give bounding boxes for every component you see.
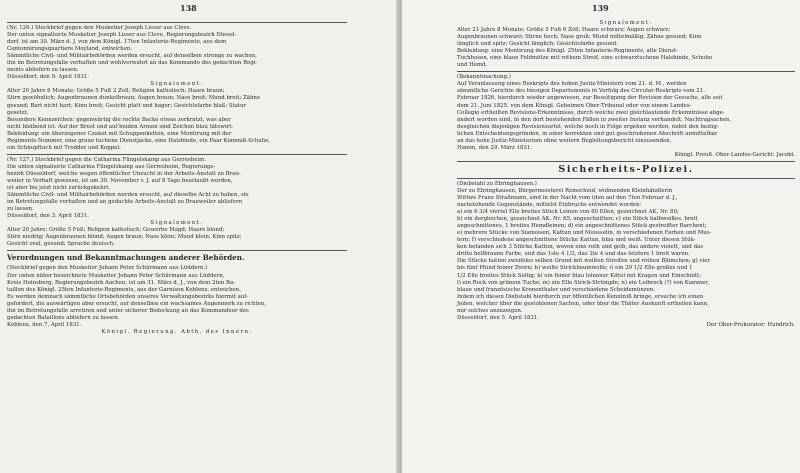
text-line: bezirk Düsseldorf, welche wegen öffentlicher Unzucht in der Arbeits-Anstalt zu Brau- xyxy=(7,170,241,177)
text-line: Die unten signalisirte Catharina Flingelskamp aus Gerresheim, Regierungs- xyxy=(7,163,215,170)
section-heading: Sicherheits-Polizei. xyxy=(558,163,694,175)
text-line: Der unten näher bezeichnete Musketier Johann Peter Schürmann aus Lüddern, xyxy=(7,272,225,279)
text-line: Tuchhosen, eine blaue Feldmütze mit rothem Streif, eine schwarztuchene Halsbinde, Schuhe xyxy=(457,55,713,62)
text-line: Wittwe Franz Straßmann, sind in der Nacht vom (den auf den 7ten Februar d. J., xyxy=(457,194,678,201)
signature-line: Der Ober-Prokurator: Hundrich. xyxy=(706,321,795,328)
text-line: gedachten Bataillons abliefern zu lassen. xyxy=(7,314,120,321)
divider xyxy=(457,161,795,162)
text-line: (Nr. 126.) Steckbrief gegen den Musketier Joseph Lisser aus Cleve. xyxy=(7,25,192,31)
text-line: mir solches anzuzeigen. xyxy=(457,307,523,314)
text-line: Alter 20 Jahre; Größe 5 Fuß; Religion katholisch; Gewerbe Magd; Haare blond; xyxy=(7,227,225,234)
text-line: (Steckbrief gegen den Musketier Johann Peter Schürmann aus Lüddern.) xyxy=(7,265,208,272)
text-line: zu lassen. xyxy=(7,206,34,213)
text-line: Augenbraunen schwarz; Stirne hoch; Nase groß; Mund mittelmäßig; Zähne gesund; Kinn xyxy=(457,34,702,41)
text-line: Cantonnirungsquartiere Moyland, entwichen. xyxy=(7,46,133,53)
text-line: Regiments-Nummer, eine graue tuchene Dienstjacke, eine Halsbinde, ein Paar Kommiß-Schuhe, xyxy=(7,137,271,144)
text-line: l) ein Rock von grünem Tuche; m) ein Elle Strick-Strümpfe; n) ein Leibrock (?) von Kammer, xyxy=(457,279,710,286)
text-line: sämmtliche Gerichte des hiesigen Departements in Verfolg des Circular-Reskripts vom 21. xyxy=(457,88,705,95)
text-line: desgleichen diejenigen Revisionsurtel, welche noch in Folge ergehen werden, nebst den bezüg- xyxy=(457,123,719,130)
text-line: Kreis Heinsberg, Regierungsbezirk Aachen, ist am 31. März d. J., von dem 2ten Ba- xyxy=(7,279,235,286)
text-line: angeschnittenes, 1 breites Hemdleinen; d) ein angeschnittenes Stück gestreifter Barchent; xyxy=(457,223,707,230)
text-line: Die Stücke hatten zweifelos selben Grund mit weißen Streifen und rothen Blümchen; g) vier xyxy=(457,258,711,265)
text-line: ments abliefern zu lassen. xyxy=(7,67,79,74)
text-line: Collegio ertheilten Revisions-Erkenntnisse, durch welche zwei gleichlautende Erkenntnisse abge- xyxy=(457,109,725,116)
text-line: Düsseldorf, den 3. April 1831. xyxy=(7,213,89,220)
text-line: Stirn niedrig; Augenbraunen blond; Augen braun; Nase klein; Mund klein; Kinn spitz; xyxy=(7,234,242,241)
text-line: gesetzt. xyxy=(7,109,29,116)
notice-bekanntmachung xyxy=(457,74,795,152)
text-line: ein Schnupftuch mit Trodder und Koppel. xyxy=(7,144,121,151)
signalement-heading: Signalement. xyxy=(150,81,204,88)
text-line: Der zu Ebringhausen, Bürgermeisterei Remscheid, wohnenden Kleinhändlerin xyxy=(457,187,673,194)
text-line: (Bekanntmachung.) xyxy=(457,74,511,81)
divider xyxy=(7,22,347,23)
text-line: e) mehrere Stücke von Siamoisen, Kattun und Mousselin, in verschiedenen Farben und Mus- xyxy=(457,230,712,237)
signature-line: Königl. Regierung. Abth. des Innern. xyxy=(101,328,253,335)
text-line: länglich und spitz; Gesicht länglich; Gesichtsfarbe gesund. xyxy=(457,41,618,48)
text-line: Februar 1826, hierdurch wieder angewiesen, zur Beseitigung der Revision der Gesuche, alle seit xyxy=(457,95,723,102)
text-line: Bekleidung: eine Montirung des Königl. 25ten Infanterie-Regiments, alte Dienst- xyxy=(457,48,678,55)
text-line: und Hemd. xyxy=(457,62,488,69)
page-number: 139 xyxy=(592,3,609,13)
signalement-schuermann xyxy=(457,27,795,69)
divider xyxy=(7,154,347,155)
text-line: im Betretungsfalle verhaften und an gedachte Arbeits-Anstalt zu Brauweiler abliefern xyxy=(7,199,243,206)
text-line: dem 21. Juni 1825. von dem Königl. Geheimen Ober-Tribunal oder von einem Landes- xyxy=(457,102,692,109)
notice-126 xyxy=(7,25,347,81)
signalement-126 xyxy=(7,88,347,151)
divider xyxy=(457,178,795,179)
text-line: ist aber bis jetzt nicht zurückgekehrt. xyxy=(7,185,111,192)
notice-diebstahl xyxy=(457,181,795,322)
divider xyxy=(457,71,795,72)
signalement-heading: Signalement. xyxy=(599,20,653,26)
text-line: b) ein dergleichen, gezeichnet AK. Nr. 65, angeschnitten; c) ein Stück halbweißes, breit xyxy=(457,216,698,223)
text-line: Besondere Kennzeichen: gegenwärtig die rechte Backe etwas zerkratzt, was aber xyxy=(7,116,231,123)
text-line: 1/2 Elle breites Stück Seltig; k) ein feiner blau leinener Kittel mit Kragen und Einschnitt; xyxy=(457,272,702,279)
section-heading: Verordnungen und Bekanntmachungen anderer Behörden. xyxy=(7,253,245,263)
text-line: nachstehende Gegenstände, mittelst Einbruchs entwendet worden: xyxy=(457,202,642,209)
text-line: Koblenz, den 7. April 1831. xyxy=(7,321,82,328)
text-line: ändert worden sind, in den dort bestehenden Fällen in zweiter Instanz verhandelt, Nachtragsachen, xyxy=(457,116,732,123)
text-line: ken befanden sich 3 Stücke Kattun, wovon eins roth und gelb, das andere violett, und das xyxy=(457,244,703,251)
text-line: Gesicht oval, gesund; Sprache deutsch. xyxy=(7,241,115,248)
left-page xyxy=(0,0,398,473)
divider xyxy=(7,250,347,251)
text-line: dritte hellbraune Farbe, und das 1ste 4 1/2, das 2te 4 und das letztere 1 breit waren. xyxy=(457,251,690,258)
text-line: dorf, ist am 30. März d. J. von dem Königl. 17ten Infanterie-Regimente, aus dem xyxy=(7,39,227,46)
text-line: (Diebstahl zu Ebringhausen.) xyxy=(457,180,537,187)
text-line: tern; f) verschiedene angeschnittene Stücke Kattun, blau und weiß. Unter diesen Stük- xyxy=(457,237,696,244)
text-line: ihn im Betretungsfalle verhaften und wohlverwahrt an das Kommando des gedachten Regi- xyxy=(7,60,258,67)
right-page xyxy=(402,0,800,473)
text-line: Sämmtliche Civil- und Militairbehörden werden ersucht, auf dieselbe Acht zu haben, sie xyxy=(7,192,249,199)
text-line: taillon des Königl. 25ten Infanterie-Regiments, aus der Garnison Koblenz, entwichen. xyxy=(7,286,241,293)
text-line: an das hohe Justiz-Ministerium ohne weitern Begleitungsbericht einzusenden. xyxy=(457,137,672,144)
text-line: Bekleidung: ein überzogener Czakot mit Schuppenketten, eine Montirung mit der xyxy=(7,130,232,137)
signalement-heading: Signalement. xyxy=(150,220,204,227)
text-line: Stirn gewöhnlich; Augenbraunen dunkelbraun; Augen braun; Nase breit; Mund breit; Zähne xyxy=(7,95,261,102)
text-line: Hamm, den 29. März 1831. xyxy=(457,144,532,151)
text-line: ihn im Betretungsfalle arretiren und unter sicherer Bedeckung an das Kommandeur des xyxy=(7,307,249,314)
text-line: Auf Veranlassung eines Reskripts des hohen Justiz-Ministerii vom 21. d. M., werden xyxy=(457,81,687,88)
text-line: (Nr. 127.) Steckbrief gegen die Catharina Flingelskamp aus Gerresheim. xyxy=(7,156,207,163)
text-line: nicht bleibend ist. Auf der Brust und auf beiden Armen sind Zeichen blau tätowirt. xyxy=(7,123,234,130)
signature-line: Königl. Preuß. Ober-Landes-Gericht: Jacobi. xyxy=(674,151,795,158)
signalement-127 xyxy=(7,227,347,248)
text-line: Düsseldorf, den 5. April 1831. xyxy=(457,314,539,321)
page-number: 138 xyxy=(180,3,197,13)
text-line: Alter 21 Jahre 8 Monate; Größe 5 Fuß 6 Zoll; Haare schwarz; Augen schwarz; xyxy=(457,27,671,34)
left-text-column xyxy=(7,20,347,336)
text-line: Düsseldorf, den 9. April 1831. xyxy=(7,74,89,81)
text-line: blaue und französische Kronenthaler und verschiedene Scheidemünzen. xyxy=(457,286,656,293)
text-line: Alter 20 Jahre 6 Monate; Größe 5 Fuß 2 Zoll; Religion katholisch; Haare braun; xyxy=(7,88,225,95)
text-line: bis fünf Pfund feiner Zwirn; h) weiße Strickbaumwolle; i) ein 29 1/2 Elle großes und 1 xyxy=(457,265,693,272)
text-line: weiler in Verhaft gewesen, ist am 30. November v. J. auf 8 Tage beurlaubt worden, xyxy=(7,177,233,184)
text-line: lichen Entscheidungsgründen, in einer korrekten und gut geschriebenen Abschrift unmittelbar xyxy=(457,130,718,137)
text-line: Indem ich diesen Diebstahl hierdurch zur öffentlichen Kenntniß bringe, ersuche ich einen xyxy=(457,293,704,300)
text-line: gesund; Bart nicht hart; Kinn breit; Gesicht platt und hager; Gesichtsfarbe blaß; Statur xyxy=(7,102,247,109)
text-line: Jeden, welcher über die gestohlenen Sachen, oder über die Thäter Auskunft ertheilen kann, xyxy=(457,300,709,307)
notice-schuermann xyxy=(7,265,347,328)
text-line: gefordert, die auswärtigen aber ersucht, auf denselben ein wachsames Augenmerk zu richten, xyxy=(7,300,267,307)
text-line: Sämmtliche Civil- und Militairbehörden werden ersucht, auf denselben strenge zu wachen, xyxy=(7,53,257,60)
text-line: Es werden demnach sämmtliche Ortsbehörden unseres Verwaltungsbezirks hiermit auf- xyxy=(7,293,248,300)
right-text-column xyxy=(457,20,795,329)
text-line: Der unten signalisirte Musketier Joseph Lisser aus Cleve, Regierungsbezirk Düssel- xyxy=(7,32,237,39)
notice-127 xyxy=(7,157,347,220)
text-line: a) ein 6 3/4 viertel Elle breites Stück Leinen von 60 Ellen, gezeichnet AK. Nr. 80; xyxy=(457,209,679,216)
